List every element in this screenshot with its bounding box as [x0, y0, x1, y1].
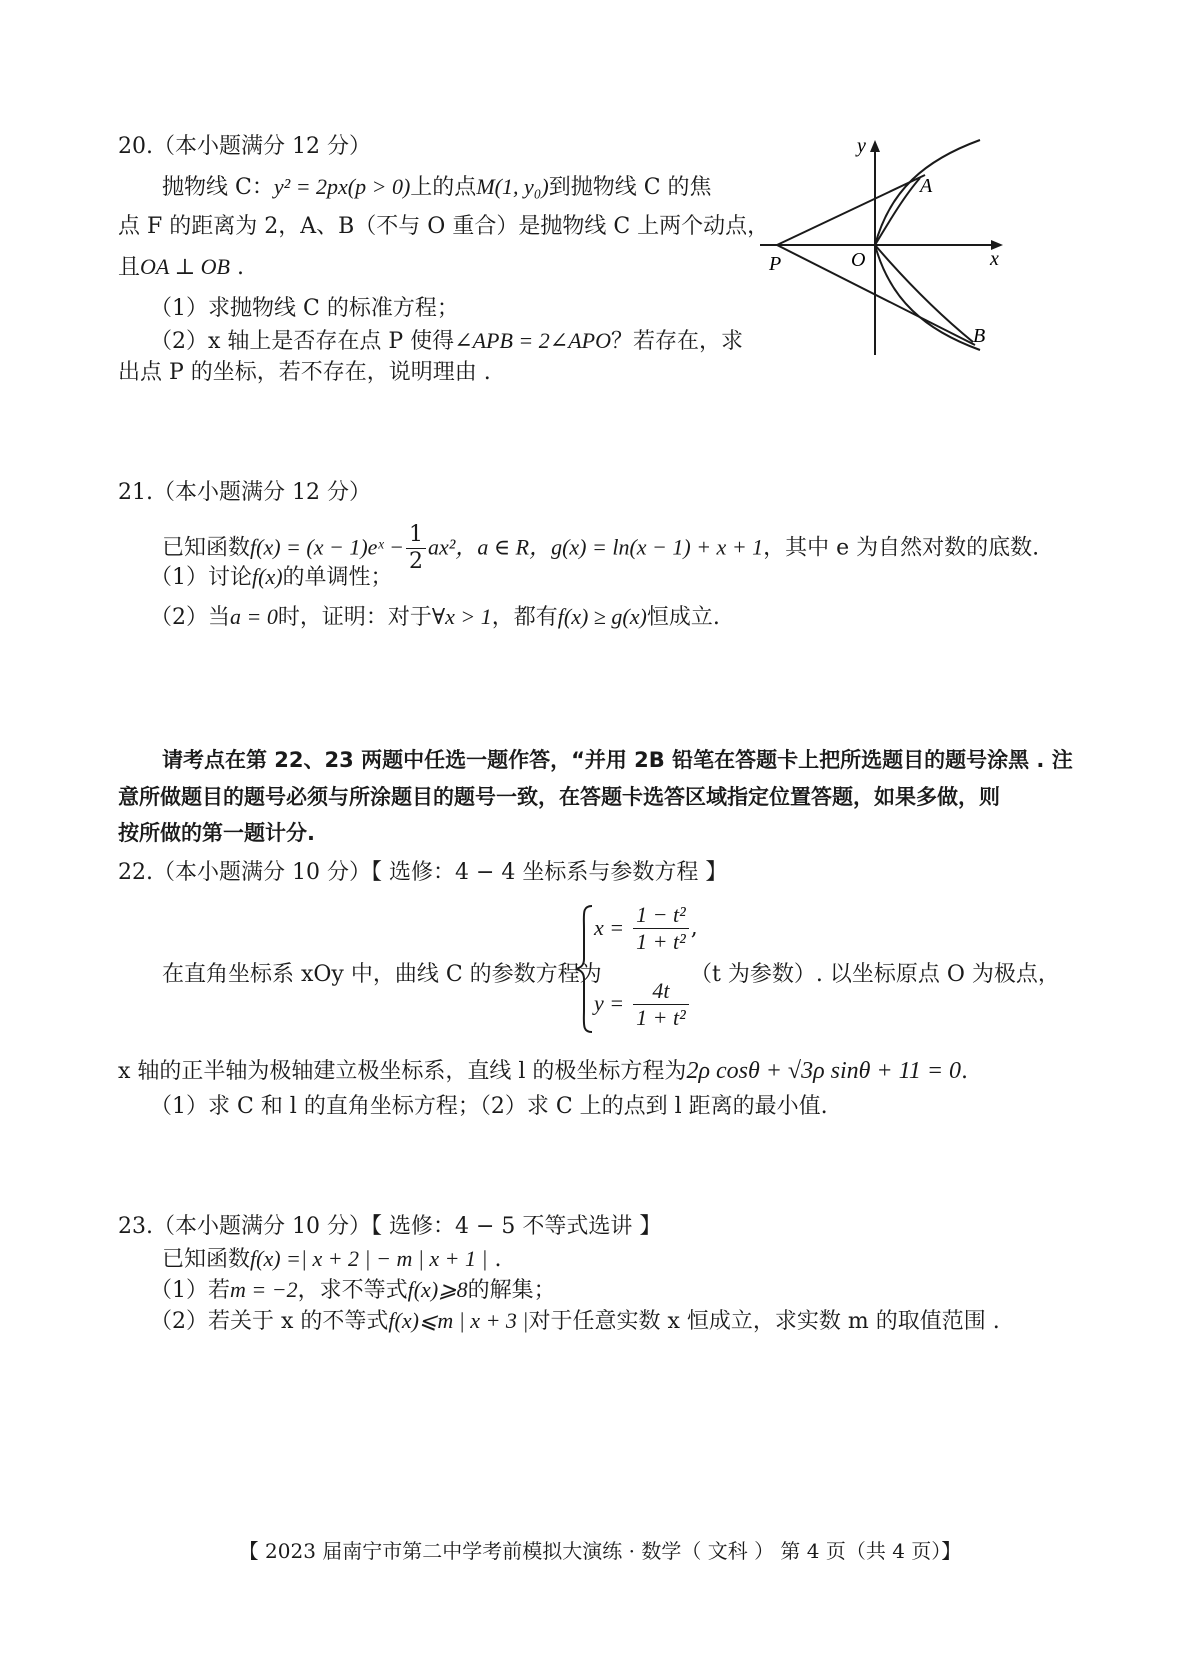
q21-part1: （1）讨论f(x)的单调性； [150, 564, 393, 590]
q23-header: 23.（本小题满分 10 分）【 选修：4 − 5 不等式选讲 】 [118, 1214, 662, 1239]
instructions-line1: 请考点在第 22、23 两题中任选一题作答，“并用 2B 铅笔在答题卡上把所选题目的题号涂黑 . 注 [162, 748, 1073, 772]
q20-line3: 且OA ⊥ OB . [118, 254, 244, 280]
instructions-line3: 按所做的第一题计分. [118, 821, 315, 845]
label-x: x [990, 248, 999, 270]
q22-line2: x 轴的正半轴为极轴建立极坐标系，直线 l 的极坐标方程为2ρ cosθ + √3ρ sinθ + 11 = 0. [118, 1058, 969, 1084]
segment-PA [777, 175, 925, 245]
q23-part1: （1）若m = −2，求不等式f(x)⩾8的解集； [150, 1277, 556, 1303]
q22-parts: （1）求 C 和 l 的直角坐标方程；（2）求 C 上的点到 l 距离的最小值. [150, 1094, 828, 1119]
segment-OB [875, 245, 973, 342]
q22-y-equation: y = $\frac{4t}{\text{1 + t²}}$ [594, 978, 691, 1031]
q21-header: 21.（本小题满分 12 分） [118, 480, 371, 505]
q23-line1: 已知函数f(x) =| x + 2 | − m | x + 1 | . [162, 1246, 502, 1272]
q20-part2-cont: 出点 P 的坐标，若不存在，说明理由 . [118, 360, 491, 385]
q22-x-equation: x = $\frac{\text{1 − t²}}{\text{1 + t²}}$ , [594, 902, 698, 954]
q22-param-note: （t 为参数）. 以坐标原点 O 为极点， [690, 962, 1060, 987]
q21-part2: （2）当a = 0时，证明：对于∀x > 1，都有f(x) ≥ g(x)恒成立. [150, 604, 720, 630]
label-P: P [769, 253, 782, 275]
fraction-half: $\frac{1}{2}$ [406, 522, 426, 575]
q20-line1: 抛物线 C：y² = 2px(p > 0)上的点M(1, y₀)到抛物线 C 的焦 [162, 174, 712, 200]
q20-part2: （2）x 轴上是否存在点 P 使得∠APB = 2∠APO？若存在，求 [150, 328, 743, 354]
parabola-figure [755, 130, 1025, 370]
q21-line1: 已知函数f(x) = (x − 1)eˣ − $\frac{1}{2}$ ax²，a ∈ R，g(x) = ln(x − 1) + x + 1，其中 e 为自然对数的底数. [162, 522, 1040, 574]
label-B: B [973, 325, 986, 347]
label-O: O [851, 249, 866, 271]
q20-header: 20.（本小题满分 12 分） [118, 134, 371, 159]
q22-header: 22.（本小题满分 10 分）【 选修：4 − 4 坐标系与参数方程 】 [118, 860, 728, 885]
q22-intro: 在直角坐标系 xOy 中，曲线 C 的参数方程为 [162, 962, 602, 987]
system-brace [574, 904, 594, 1034]
fraction-x: $\frac{\text{1 − t²}}{\text{1 + t²}}$ [633, 902, 689, 955]
label-y: y [857, 135, 866, 157]
q20-line2: 点 F 的距离为 2，A、B（不与 O 重合）是抛物线 C 上两个动点， [118, 214, 770, 239]
q23-part2: （2）若关于 x 的不等式f(x)⩽m | x + 3 |对于任意实数 x 恒成立，求实数 m 的取值范围 . [150, 1308, 1000, 1334]
page-footer: 【 2023 届南宁市第二中学考前模拟大演练 · 数学（ 文科 ） 第 4 页（共 4 页）】 [238, 1539, 962, 1563]
q20-part1: （1）求抛物线 C 的标准方程； [150, 296, 459, 321]
y-axis-arrow [870, 140, 880, 152]
instructions-line2: 意所做题目的题号必须与所涂题目的题号一致，在答题卡选答区域指定位置答题，如果多做，则 [118, 785, 1000, 809]
label-A: A [920, 175, 933, 197]
fraction-y: $\frac{4t}{\text{1 + t²}}$ [633, 978, 689, 1031]
